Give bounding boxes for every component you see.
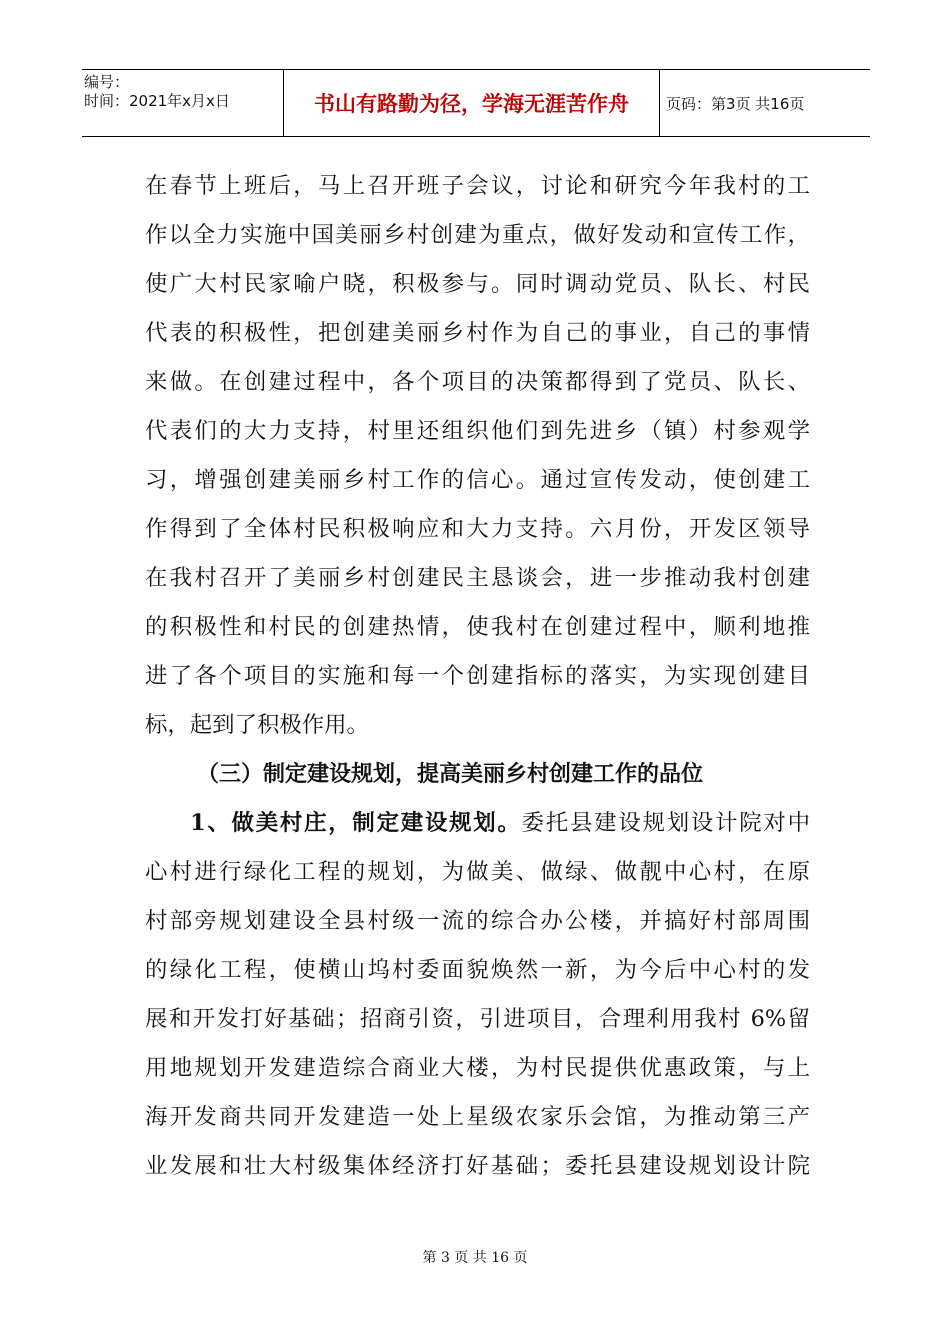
body-line: 的绿化工程，使横山坞村委面貌焕然一新，为今后中心村的发	[145, 957, 810, 983]
document-body	[145, 162, 810, 1191]
body-line: 村部旁规划建设全县村级一流的综合办公楼，并搞好村部周围	[145, 908, 810, 934]
body-line: 展和开发打好基础；招商引资，引进项目，合理利用我村 6%留	[145, 1006, 810, 1032]
body-line: 进了各个项目的实施和每一个创建指标的落实，为实现创建目	[145, 663, 810, 689]
document-number-label: 编号：	[84, 73, 130, 91]
body-line: 来做。在创建过程中，各个项目的决策都得到了党员、队长、	[145, 369, 810, 395]
item-1-title: 1、做美村庄，制定建设规划。	[190, 810, 522, 836]
body-line: 使广大村民家喻户晓，积极参与。同时调动党员、队长、村民	[145, 271, 810, 297]
document-header	[82, 69, 870, 137]
body-line: 海开发商共同开发建造一处上星级农家乐会馆，为推动第三产	[145, 1104, 810, 1130]
body-line: 业发展和壮大村级集体经济打好基础；委托县建设规划设计院	[145, 1153, 810, 1179]
body-line: 代表的积极性，把创建美丽乡村作为自己的事业，自己的事情	[145, 320, 810, 346]
body-line: 标，起到了积极作用。	[145, 712, 369, 738]
item-1-text: 委托县建设规划设计院对中	[521, 810, 810, 836]
item-1-first-line	[145, 799, 810, 848]
section-heading: （三）制定建设规划，提高美丽乡村创建工作的品位	[197, 762, 704, 787]
body-line: 心村进行绿化工程的规划，为做美、做绿、做靓中心村，在原	[145, 859, 810, 885]
body-line: 习，增强创建美丽乡村工作的信心。通过宣传发动，使创建工	[145, 467, 810, 493]
body-line: 在我村召开了美丽乡村创建民主恳谈会，进一步推动我村创建	[145, 565, 810, 591]
header-page-code: 页码：第3页 共16页	[666, 94, 805, 113]
document-time-label: 时间：2021年x月x日	[84, 92, 230, 110]
body-line: 作得到了全体村民积极响应和大力支持。六月份，开发区领导	[145, 516, 810, 542]
header-motto: 书山有路勤为径，学海无涯苦作舟	[284, 70, 660, 136]
body-line: 的积极性和村民的创建热情，使我村在创建过程中，顺利地推	[145, 614, 810, 640]
body-line: 作以全力实施中国美丽乡村创建为重点，做好发动和宣传工作，	[145, 222, 810, 248]
body-line: 代表们的大力支持，村里还组织他们到先进乡（镇）村参观学	[145, 418, 810, 444]
page-footer: 第 3 页 共 16 页	[422, 1250, 528, 1266]
body-line: 在春节上班后，马上召开班子会议，讨论和研究今年我村的工	[145, 173, 810, 199]
body-line: 用地规划开发建造综合商业大楼，为村民提供优惠政策，与上	[145, 1055, 810, 1081]
header-meta	[82, 70, 284, 136]
